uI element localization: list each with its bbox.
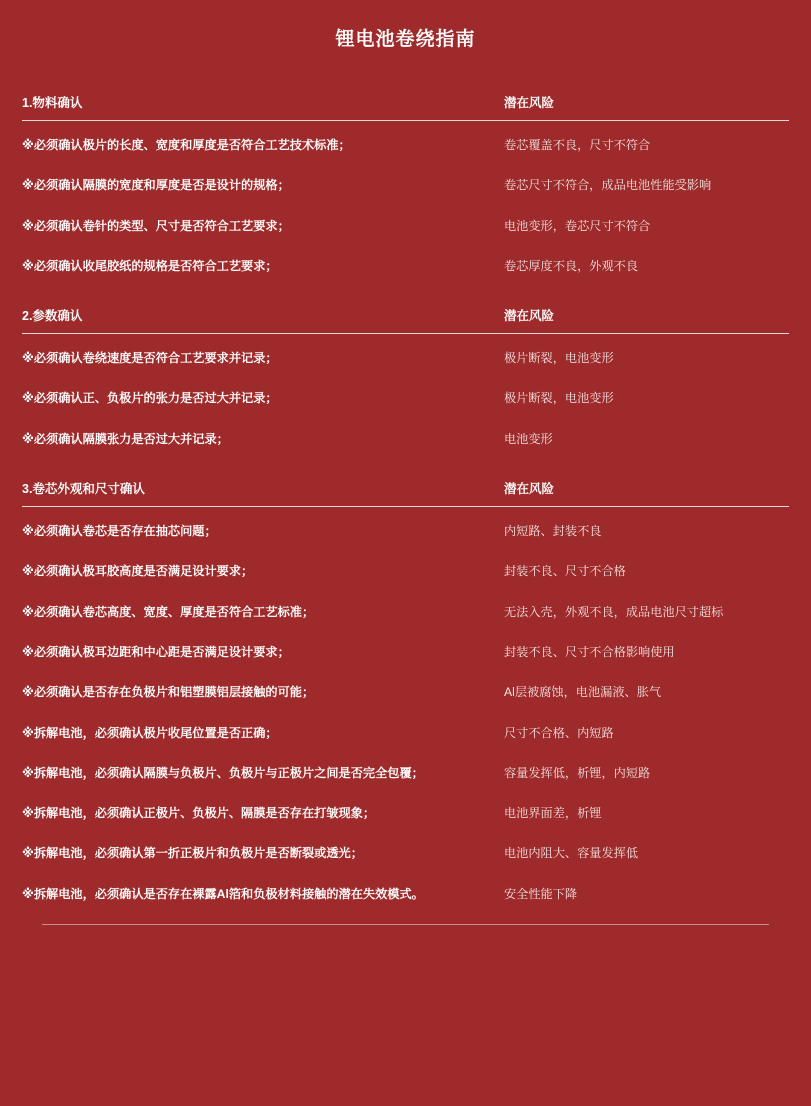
section-heading: 3.卷芯外观和尺寸确认 <box>22 482 145 497</box>
table-row <box>18 833 793 873</box>
risk-text: 无法入壳，外观不良，成品电池尺寸超标 <box>504 604 724 619</box>
checklist-item: ※必须确认卷芯高度、宽度、厚度是否符合工艺标准； <box>22 604 315 619</box>
checklist-item: ※必须确认卷绕速度是否符合工艺要求并记录； <box>22 351 278 366</box>
risk-text: 极片断裂，电池变形 <box>504 391 614 406</box>
table-row <box>18 632 793 672</box>
section-heading: 2.参数确认 <box>22 309 83 324</box>
table-row <box>18 713 793 753</box>
risk-text: 电池变形，卷芯尺寸不符合 <box>504 218 651 233</box>
table-row <box>18 419 793 459</box>
risk-text: Al层被腐蚀，电池漏液、胀气 <box>504 685 662 700</box>
risk-text: 电池内阻大、容量发挥低 <box>504 846 639 861</box>
risk-column-heading: 潜在风险 <box>504 96 555 110</box>
risk-text: 封装不良、尺寸不合格 <box>504 564 626 579</box>
section-divider <box>22 333 789 334</box>
table-row <box>18 338 793 378</box>
checklist-item: ※必须确认隔膜的宽度和厚度是否是设计的规格； <box>22 178 290 193</box>
risk-text: 电池变形 <box>504 431 553 446</box>
table-row <box>18 511 793 551</box>
checklist-item: ※必须确认是否存在负极片和铝塑膜铝层接触的可能； <box>22 685 315 700</box>
risk-text: 内短路、封装不良 <box>504 524 602 539</box>
section-heading: 1.物料确认 <box>22 96 83 110</box>
risk-text: 安全性能下降 <box>504 886 578 901</box>
page-title: 锂电池卷绕指南 <box>335 29 476 50</box>
checklist-item: ※拆解电池，必须确认极片收尾位置是否正确； <box>22 725 278 740</box>
checklist-item: ※必须确认卷芯是否存在抽芯问题； <box>22 524 217 539</box>
table-row <box>18 592 793 632</box>
section-divider <box>22 120 789 121</box>
table-row <box>18 793 793 833</box>
table-row <box>18 206 793 246</box>
checklist-item: ※拆解电池，必须确认隔膜与负极片、负极片与正极片之间是否完全包覆； <box>22 765 424 780</box>
risk-text: 卷芯覆盖不良，尺寸不符合 <box>504 138 651 152</box>
table-row <box>18 246 793 286</box>
checklist-item: ※拆解电池，必须确认是否存在裸露Al箔和负极材料接触的潜在失效模式。 <box>22 886 424 901</box>
checklist-item: ※拆解电池，必须确认第一折正极片和负极片是否断裂或透光； <box>22 846 363 861</box>
risk-text: 电池界面差，析锂 <box>504 806 602 821</box>
section-divider <box>22 506 789 507</box>
section-header <box>18 290 793 333</box>
table-row <box>18 165 793 205</box>
section-header <box>18 463 793 506</box>
risk-text: 尺寸不合格、内短路 <box>504 725 614 740</box>
checklist-item: ※必须确认隔膜张力是否过大并记录； <box>22 431 229 446</box>
checklist-item: ※必须确认极耳边距和中心距是否满足设计要求； <box>22 644 290 659</box>
risk-text: 卷芯厚度不良，外观不良 <box>504 258 639 273</box>
section-material-confirmation <box>18 77 793 286</box>
risk-column-heading: 潜在风险 <box>504 309 555 324</box>
risk-column-heading: 潜在风险 <box>504 482 555 497</box>
checklist-item: ※拆解电池，必须确认正极片、负极片、隔膜是否存在打皱现象； <box>22 806 376 821</box>
section-parameter-confirmation <box>18 290 793 459</box>
table-row <box>18 672 793 712</box>
checklist-item: ※必须确认卷针的类型、尺寸是否符合工艺要求； <box>22 218 290 233</box>
table-row <box>18 874 793 914</box>
table-row <box>18 378 793 418</box>
section-header <box>18 77 793 120</box>
table-row <box>18 753 793 793</box>
checklist-item: ※必须确认正、负极片的张力是否过大并记录； <box>22 391 278 406</box>
footer-divider <box>42 924 769 925</box>
table-row <box>18 551 793 591</box>
risk-text: 极片断裂，电池变形 <box>504 351 614 366</box>
checklist-item: ※必须确认收尾胶纸的规格是否符合工艺要求； <box>22 258 278 273</box>
table-row <box>18 125 793 165</box>
risk-text: 封装不良、尺寸不合格影响使用 <box>504 644 675 659</box>
risk-text: 容量发挥低，析锂，内短路 <box>504 765 651 780</box>
checklist-item: ※必须确认极片的长度、宽度和厚度是否符合工艺技术标准； <box>22 138 351 152</box>
checklist-item: ※必须确认极耳胶高度是否满足设计要求； <box>22 564 254 579</box>
section-cell-appearance-and-dimension <box>18 463 793 914</box>
risk-text: 卷芯尺寸不符合，成品电池性能受影响 <box>504 178 712 193</box>
